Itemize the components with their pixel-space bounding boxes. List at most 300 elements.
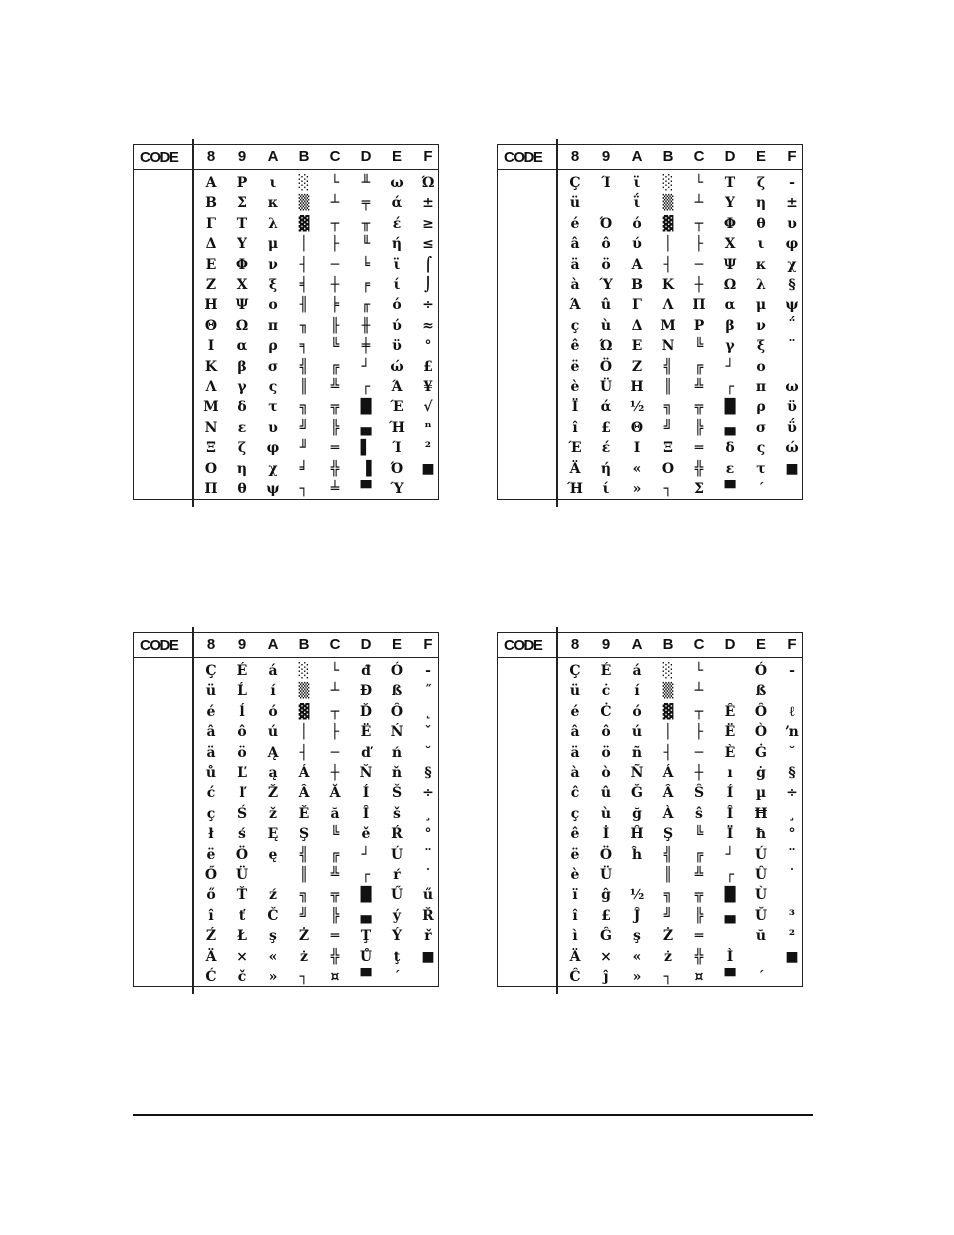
character-cell: θ xyxy=(756,215,766,232)
character-cell: ╒ xyxy=(361,277,371,293)
column-header: D xyxy=(724,148,736,165)
character-cell: ß xyxy=(755,683,767,700)
character-cell: Ě xyxy=(298,805,310,822)
character-cell: ▄ xyxy=(724,907,736,924)
character-cell: á xyxy=(268,663,278,679)
character-cell: Ρ xyxy=(236,175,248,191)
character-cell: ü xyxy=(569,195,581,212)
character-cell: ░ xyxy=(298,663,310,679)
character-cell: Ί xyxy=(392,440,402,457)
character-cell: ş xyxy=(269,928,277,945)
character-cell: ├ xyxy=(330,724,340,741)
character-cell: Π xyxy=(204,481,218,497)
character-cell: ΄ xyxy=(757,481,765,497)
character-cell xyxy=(413,967,443,987)
character-cell: │ xyxy=(663,236,673,253)
character-cell xyxy=(777,681,807,701)
character-cell: έ xyxy=(601,440,611,457)
character-cell: │ xyxy=(663,724,673,741)
character-cell: ┬ xyxy=(694,703,704,720)
character-cell: ύ xyxy=(392,317,402,334)
character-cell: ΐ xyxy=(633,195,641,212)
character-cell: ş xyxy=(633,928,641,945)
character-cell: ┌ xyxy=(361,379,371,395)
character-cell: █ xyxy=(360,399,372,416)
character-cell: ▒ xyxy=(298,683,310,700)
character-cell: μ xyxy=(267,236,279,253)
character-cell: ℓ xyxy=(789,703,795,720)
character-cell: ¨ xyxy=(424,846,432,863)
character-cell: Ó xyxy=(754,663,768,679)
character-cell: š xyxy=(393,805,401,822)
character-cell: Χ xyxy=(236,277,248,293)
character-cell: ő xyxy=(206,887,216,904)
code-column-divider xyxy=(556,627,558,994)
character-cell: φ xyxy=(266,440,280,457)
character-cell: ρ xyxy=(756,399,766,416)
character-cell: ▒ xyxy=(662,195,674,212)
character-cell: ⌡ xyxy=(423,277,433,293)
character-cell: ╨ xyxy=(361,175,371,191)
character-cell: ╕ xyxy=(299,338,309,355)
character-cell: Ä xyxy=(205,948,217,965)
character-cell: ι xyxy=(757,236,765,253)
column-header: C xyxy=(693,636,705,653)
character-cell: Â xyxy=(662,785,674,802)
character-cell: ┌ xyxy=(361,867,371,883)
character-cell: ô xyxy=(601,236,611,253)
character-cell: î xyxy=(572,419,578,436)
character-cell: Á xyxy=(662,765,674,781)
character-cell: ò xyxy=(601,765,611,781)
character-cell: │ xyxy=(299,724,309,741)
character-cell: É xyxy=(236,663,248,679)
character-cell: ż xyxy=(300,948,308,965)
character-cell: Ä xyxy=(569,948,581,965)
character-cell: γ xyxy=(237,379,247,395)
column-header: A xyxy=(631,148,643,165)
column-header: D xyxy=(360,148,372,165)
character-cell: ċ xyxy=(601,683,611,700)
character-cell: ╪ xyxy=(361,338,371,355)
column-header: 8 xyxy=(206,636,216,653)
character-cell: ° xyxy=(788,826,796,843)
character-cell: ╙ xyxy=(361,236,371,253)
character-cell: Τ xyxy=(236,215,248,232)
character-cell: ú xyxy=(631,724,643,741)
character-cell: è xyxy=(570,867,580,883)
character-cell: ╚ xyxy=(694,826,704,843)
character-cell xyxy=(777,357,807,377)
character-cell: ó xyxy=(268,703,278,720)
character-cell: α xyxy=(724,297,736,314)
character-cell: ╤ xyxy=(361,195,371,212)
character-cell: Μ xyxy=(203,399,219,416)
character-cell: ╢ xyxy=(299,297,309,314)
character-cell: ¨ xyxy=(788,338,796,355)
column-header: E xyxy=(391,636,402,653)
character-cell: Ù xyxy=(754,887,768,904)
character-cell: ■ xyxy=(785,460,799,477)
character-cell: ύ xyxy=(632,236,642,253)
character-cell: ┤ xyxy=(299,256,309,273)
character-cell: ▄ xyxy=(360,419,372,436)
character-cell: ┌ xyxy=(725,379,735,395)
character-cell: λ xyxy=(756,277,766,293)
character-cell: π xyxy=(267,317,279,334)
character-cell: ╝ xyxy=(299,419,309,436)
character-cell: ├ xyxy=(330,236,340,253)
column-header: C xyxy=(329,636,341,653)
character-cell: ⌠ xyxy=(423,256,433,273)
character-cell: É xyxy=(600,663,612,679)
character-cell: └ xyxy=(330,175,340,191)
character-cell: ▓ xyxy=(298,703,310,720)
character-cell: á xyxy=(632,663,642,679)
character-cell: ╦ xyxy=(330,399,340,416)
character-cell: ζ xyxy=(237,440,247,457)
character-cell: È xyxy=(724,744,736,761)
character-cell: ½ xyxy=(629,399,645,416)
character-cell: ς xyxy=(756,440,766,457)
character-cell: Έ xyxy=(568,440,582,457)
character-cell: ê xyxy=(570,826,580,843)
column-header: F xyxy=(787,148,797,165)
character-cell: ù xyxy=(600,317,612,334)
character-cell: Ί xyxy=(601,175,611,191)
character-cell: à xyxy=(570,277,580,293)
character-cell: ┬ xyxy=(330,703,340,720)
character-cell: ë xyxy=(570,846,580,863)
character-cell: Ă xyxy=(329,785,341,802)
character-cell: Σ xyxy=(237,195,247,212)
character-cell xyxy=(258,865,288,885)
character-cell: ⁿ xyxy=(424,419,432,436)
character-cell: Û xyxy=(754,867,768,883)
character-cell: Υ xyxy=(725,195,735,212)
character-cell: ▓ xyxy=(662,703,674,720)
character-cell: Ç xyxy=(205,663,217,679)
character-cell: έ xyxy=(392,215,402,232)
character-cell: ╠ xyxy=(330,419,340,436)
character-cell: ┴ xyxy=(330,683,340,700)
character-cell: ▀ xyxy=(724,969,736,985)
column-header: E xyxy=(391,148,402,165)
character-cell: Ź xyxy=(205,928,217,945)
character-cell: § xyxy=(788,277,796,293)
character-cell: ğ xyxy=(632,805,642,822)
character-cell: Ζ xyxy=(631,358,643,375)
code-label: CODE xyxy=(140,149,178,166)
column-header: 9 xyxy=(237,148,247,165)
character-cell: Ν xyxy=(661,338,675,355)
character-cell: ╔ xyxy=(330,358,340,375)
character-cell: ħ xyxy=(755,826,767,843)
character-cell: Á xyxy=(298,765,310,781)
character-cell: Ó xyxy=(390,663,404,679)
character-cell: ° xyxy=(424,338,432,355)
character-cell: Ή xyxy=(567,481,583,497)
character-cell: Đ xyxy=(359,683,373,700)
character-cell: Ş xyxy=(662,826,674,843)
character-cell: Μ xyxy=(660,317,676,334)
character-cell: Ł xyxy=(237,928,247,945)
character-cell: ┬ xyxy=(330,215,340,232)
character-cell: υ xyxy=(787,215,797,232)
character-cell: Ġ xyxy=(755,744,767,761)
character-cell: ╩ xyxy=(694,867,704,883)
character-cell: ┼ xyxy=(330,765,340,781)
character-cell: ▄ xyxy=(360,907,372,924)
character-cell: ψ xyxy=(785,297,799,314)
code-label: CODE xyxy=(140,637,178,654)
character-cell: ║ xyxy=(663,379,673,395)
character-cell: ╧ xyxy=(330,481,340,497)
character-cell: ň xyxy=(391,765,403,781)
character-cell: Ε xyxy=(205,256,217,273)
character-cell xyxy=(715,926,745,946)
character-cell: ╡ xyxy=(299,277,309,293)
character-cell: ˛ xyxy=(424,703,432,720)
character-cell: ÷ xyxy=(422,297,434,314)
character-cell: ů xyxy=(205,765,217,781)
character-cell: ╗ xyxy=(663,887,673,904)
character-cell: Θ xyxy=(630,419,644,436)
code-label: CODE xyxy=(504,149,542,166)
character-cell: ď xyxy=(361,744,371,761)
character-cell: ┼ xyxy=(694,765,704,781)
character-cell: ┌ xyxy=(725,867,735,883)
code-table-greek-2 xyxy=(497,144,803,500)
character-cell: ╣ xyxy=(299,846,309,863)
column-header: A xyxy=(267,148,279,165)
character-cell: ν xyxy=(268,256,278,273)
character-cell: ╫ xyxy=(361,317,371,334)
character-cell: ż xyxy=(664,948,672,965)
column-header: F xyxy=(423,636,433,653)
character-cell: ˙ xyxy=(788,867,796,883)
character-cell: ε xyxy=(725,460,735,477)
character-cell: Α xyxy=(631,256,643,273)
code-column-divider xyxy=(556,139,558,507)
character-cell: ┐ xyxy=(663,481,673,497)
character-cell: Ţ xyxy=(360,928,372,945)
character-cell: Ö xyxy=(599,846,613,863)
character-cell: Â xyxy=(298,785,310,802)
character-cell: Ο xyxy=(204,460,218,477)
character-cell: ώ xyxy=(785,440,799,457)
character-cell: â xyxy=(570,724,580,741)
character-cell xyxy=(777,479,807,499)
character-cell: Φ xyxy=(723,215,737,232)
character-cell: ö xyxy=(601,744,611,761)
code-table-latin-3 xyxy=(497,632,803,987)
character-cell: ═ xyxy=(694,440,704,457)
character-cell: « xyxy=(268,948,278,965)
character-cell: ░ xyxy=(662,175,674,191)
character-cell: ╠ xyxy=(694,907,704,924)
character-cell: ╘ xyxy=(361,256,371,273)
character-cell: ń xyxy=(391,744,403,761)
character-cell: δ xyxy=(237,399,247,416)
character-cell: Ç xyxy=(569,663,581,679)
character-cell: ϊ xyxy=(633,175,641,191)
character-cell: Β xyxy=(631,277,643,293)
code-column-divider xyxy=(192,139,194,507)
character-cell: é xyxy=(570,703,580,720)
character-cell: Ü xyxy=(599,867,613,883)
character-cell: ĉ xyxy=(570,785,580,802)
column-header: 9 xyxy=(237,636,247,653)
character-cell: Ή xyxy=(389,419,405,436)
character-cell: Ç xyxy=(569,175,581,191)
character-cell: Ż xyxy=(662,928,674,945)
character-cell: ä xyxy=(570,744,580,761)
character-cell: Ů xyxy=(359,948,373,965)
character-cell: í xyxy=(270,683,276,700)
character-cell: - xyxy=(425,663,431,679)
character-cell: Ψ xyxy=(723,256,737,273)
character-cell: Υ xyxy=(237,236,247,253)
character-cell: Ń xyxy=(390,724,404,741)
character-cell: Ĵ xyxy=(633,907,641,924)
character-cell: Ę xyxy=(267,826,279,843)
character-cell: ╩ xyxy=(330,379,340,395)
character-cell: ˇ xyxy=(424,724,432,741)
character-cell: Ľ xyxy=(237,765,247,781)
character-cell: █ xyxy=(724,399,736,416)
character-cell: ╬ xyxy=(694,460,704,477)
character-cell: Ô xyxy=(754,703,768,720)
character-cell: Ι xyxy=(207,338,215,355)
character-cell: ξ xyxy=(268,277,278,293)
character-cell: ┴ xyxy=(694,683,704,700)
character-cell: ŕ xyxy=(393,867,401,883)
character-cell: × xyxy=(600,948,612,965)
character-cell: ■ xyxy=(421,948,435,965)
character-cell: Σ xyxy=(694,481,704,497)
character-cell: Ú xyxy=(390,846,404,863)
column-header: A xyxy=(631,636,643,653)
character-cell: ý xyxy=(392,907,402,924)
character-cell: σ xyxy=(267,358,279,375)
character-cell: ś xyxy=(238,826,246,843)
character-cell: û xyxy=(600,297,612,314)
character-cell: ≤ xyxy=(422,236,434,253)
character-cell: » xyxy=(632,969,642,985)
character-cell: Δ xyxy=(205,236,217,253)
character-cell: Ü xyxy=(235,867,249,883)
character-cell: ê xyxy=(570,338,580,355)
character-cell: Κ xyxy=(661,277,675,293)
character-cell xyxy=(715,681,745,701)
character-cell: β xyxy=(725,317,735,334)
character-cell: ┤ xyxy=(663,744,673,761)
character-cell: Ά xyxy=(391,379,403,395)
character-cell: ╝ xyxy=(663,907,673,924)
column-header: F xyxy=(423,148,433,165)
character-cell: ═ xyxy=(330,928,340,945)
character-cell: ˙ xyxy=(424,867,432,883)
character-cell: ▌ xyxy=(360,440,372,457)
character-cell: ΰ xyxy=(787,419,797,436)
column-header: B xyxy=(662,148,674,165)
character-cell: κ xyxy=(755,256,767,273)
character-cell: ı xyxy=(727,765,733,781)
column-header: D xyxy=(360,636,372,653)
character-cell: ġ xyxy=(756,765,766,781)
character-cell: Ż xyxy=(298,928,310,945)
character-cell: ë xyxy=(570,358,580,375)
character-cell: ─ xyxy=(330,744,340,761)
column-header: 8 xyxy=(570,636,580,653)
character-cell: ┘ xyxy=(725,846,735,863)
character-cell: ┐ xyxy=(299,969,309,985)
character-cell: ▒ xyxy=(662,683,674,700)
character-cell: κ xyxy=(267,195,279,212)
character-cell: û xyxy=(600,785,612,802)
character-cell: Ž xyxy=(267,785,279,802)
character-cell: ╣ xyxy=(663,358,673,375)
character-cell: ξ xyxy=(756,338,766,355)
character-cell: └ xyxy=(330,663,340,679)
character-cell: ά xyxy=(600,399,612,416)
character-cell: ╖ xyxy=(299,317,309,334)
character-cell: ² xyxy=(788,928,796,945)
character-cell: ϊ xyxy=(393,256,401,273)
character-cell: ─ xyxy=(694,744,704,761)
character-cell: â xyxy=(206,724,216,741)
character-cell xyxy=(591,193,621,213)
character-cell: Ώ xyxy=(599,338,613,355)
character-cell: χ xyxy=(268,460,278,477)
character-cell: é xyxy=(206,703,216,720)
character-cell: Ë xyxy=(360,724,372,741)
character-cell: ć xyxy=(206,785,216,802)
character-cell: Ŭ xyxy=(754,907,768,924)
character-cell: Ĉ xyxy=(569,969,581,985)
character-cell: Ι xyxy=(633,440,641,457)
character-cell: Ċ xyxy=(600,703,612,720)
character-cell: ╜ xyxy=(299,440,309,457)
character-cell: ╦ xyxy=(694,399,704,416)
character-cell: ░ xyxy=(662,663,674,679)
character-cell: £ xyxy=(423,358,433,375)
character-cell: η xyxy=(755,195,767,212)
character-cell: ÷ xyxy=(786,785,798,802)
character-cell: ┴ xyxy=(694,195,704,212)
character-cell: ┬ xyxy=(694,215,704,232)
character-cell: ό xyxy=(392,297,402,314)
character-cell: ί xyxy=(393,277,401,293)
column-header: C xyxy=(693,148,705,165)
character-cell: ≥ xyxy=(422,215,434,232)
character-cell: İ xyxy=(602,826,610,843)
character-cell: Α xyxy=(205,175,217,191)
character-cell: Ò xyxy=(754,724,768,741)
character-cell: ě xyxy=(361,826,371,843)
character-cell: § xyxy=(424,765,432,781)
character-cell: Ř xyxy=(422,907,434,924)
character-cell: Ü xyxy=(599,379,613,395)
character-cell: ř xyxy=(424,928,432,945)
character-cell: ┼ xyxy=(694,277,704,293)
character-cell: × xyxy=(236,948,248,965)
character-cell: ║ xyxy=(663,867,673,883)
character-cell: └ xyxy=(694,175,704,191)
character-cell: Î xyxy=(726,805,734,822)
character-cell: ╚ xyxy=(330,338,340,355)
